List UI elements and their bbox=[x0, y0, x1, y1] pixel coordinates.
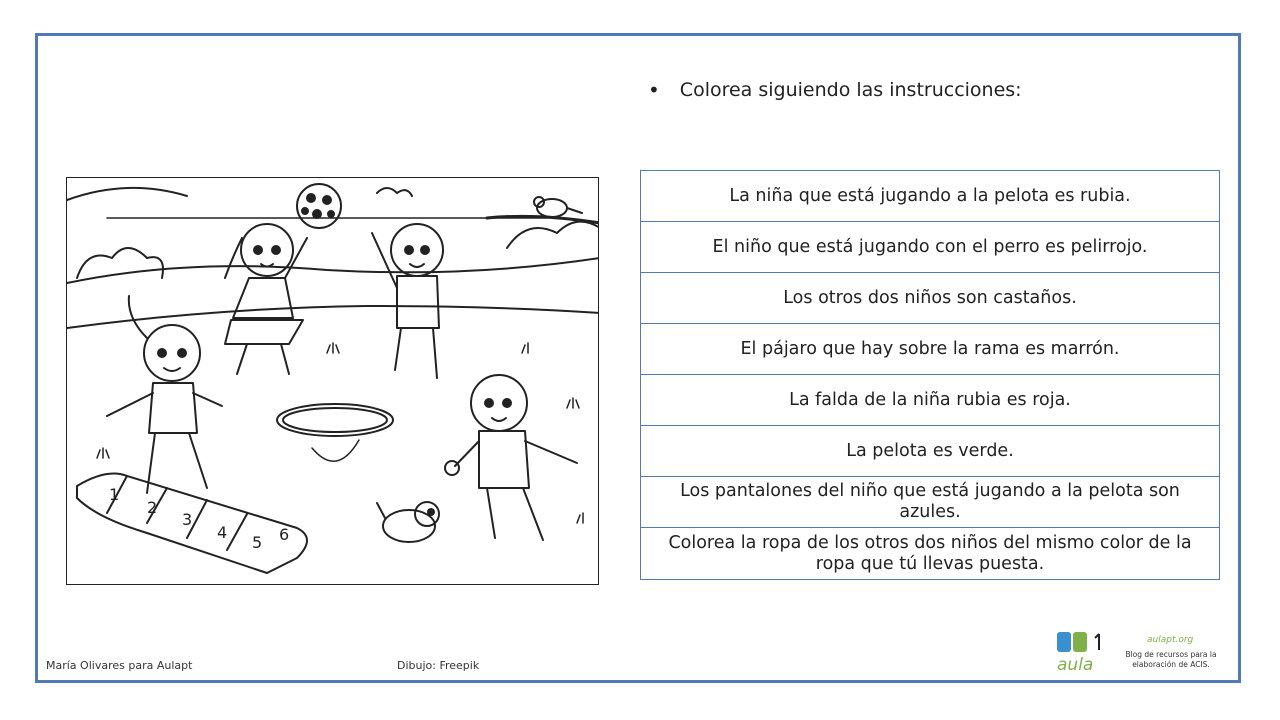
girl-hopscotch bbox=[107, 296, 222, 493]
svg-text:5: 5 bbox=[252, 533, 263, 552]
aulapt-logo bbox=[1055, 630, 1115, 674]
svg-text:2: 2 bbox=[147, 498, 158, 517]
boy-waving bbox=[372, 224, 443, 378]
instruction-row: El niño que está jugando con el perro es pelirrojo. bbox=[641, 222, 1219, 273]
bullet: • bbox=[648, 78, 660, 102]
svg-text:4: 4 bbox=[217, 523, 228, 542]
coloring-picture bbox=[66, 177, 599, 585]
dog-figure bbox=[377, 502, 439, 542]
logo-site: aulapt.org bbox=[1147, 635, 1194, 645]
instruction-heading-text: Colorea siguiendo las instrucciones: bbox=[679, 79, 1022, 101]
instruction-row: La falda de la niña rubia es roja. bbox=[641, 375, 1219, 426]
instruction-row: La niña que está jugando a la pelota es rubia. bbox=[641, 171, 1219, 222]
instruction-row: La pelota es verde. bbox=[641, 426, 1219, 477]
boy-with-dog bbox=[445, 375, 577, 540]
svg-text:aula: aula bbox=[1057, 655, 1094, 674]
logo-tagline: Blog de recursos para la elaboración de ACIS. bbox=[1125, 650, 1217, 669]
instructions-table bbox=[640, 170, 1220, 580]
hopscotch-grid bbox=[77, 474, 307, 573]
instruction-row: El pájaro que hay sobre la rama es marrón. bbox=[641, 324, 1219, 375]
girl-playing-ball bbox=[225, 224, 307, 374]
instruction-row: Colorea la ropa de los otros dos niños del mismo color de la ropa que tú llevas puesta. bbox=[668, 532, 1192, 574]
bird-figure bbox=[534, 197, 582, 217]
svg-text:1: 1 bbox=[109, 485, 120, 504]
svg-text:3: 3 bbox=[182, 510, 193, 529]
ball-figure bbox=[297, 184, 341, 228]
author-credit: María Olivares para Aulapt bbox=[46, 659, 193, 672]
drawing-credit: Dibujo: Freepik bbox=[397, 659, 480, 672]
instruction-row: Los pantalones del niño que está jugando a la pelota son azules. bbox=[641, 477, 1219, 528]
instruction-row: Los otros dos niños son castaños. bbox=[641, 273, 1219, 324]
hula-hoop bbox=[277, 404, 393, 461]
svg-text:6: 6 bbox=[279, 525, 290, 544]
instruction-heading bbox=[648, 78, 1022, 102]
